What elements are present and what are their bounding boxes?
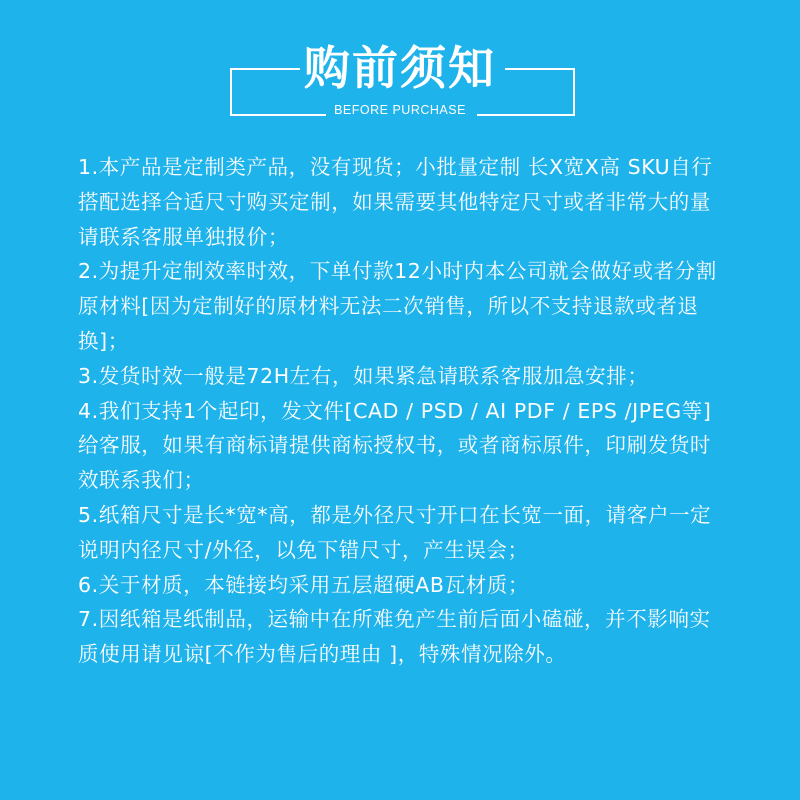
notice-item-3: 3.发货时效一般是72H左右，如果紧急请联系客服加急安排；: [78, 363, 649, 388]
page-title: 购前须知: [304, 41, 496, 95]
page-subtitle: BEFORE PURCHASE: [334, 103, 466, 117]
notice-item-2: 2.为提升定制效率时效，下单付款12小时内本公司就会做好或者分割原材料[因为定制好的原材料无法二次销售，所以不支持退款或者退换]；: [78, 259, 717, 353]
notice-item-6: 6.关于材质，本链接均采用五层超硬AB瓦材质；: [78, 572, 529, 597]
notice-item-1: 1.本产品是定制类产品，没有现货；小批量定制 长X宽X高 SKU自行搭配选择合适尺寸购买定制，如果需要其他特定尺寸或者非常大的量请联系客服单独报价；: [78, 155, 713, 249]
notice-item-7: 7.因纸箱是纸制品，运输中在所难免产生前后面小磕碰，并不影响实质使用请见谅[不作为售后的理由 ]，特殊情况除外。: [78, 607, 711, 667]
notice-item-4: 4.我们支持1个起印，发文件[CAD / PSD / AI PDF / EPS /JPEG等]给客服，如果有商标请提供商标授权书，或者商标原件，印刷发货时效联系我们；: [78, 398, 712, 493]
notice-list: [78, 150, 728, 672]
notice-item-5: 5.纸箱尺寸是长*宽*高，都是外径尺寸开口在长宽一面，请客户一定说明内径尺寸/外径，以免下错尺寸，产生误会；: [78, 502, 712, 562]
